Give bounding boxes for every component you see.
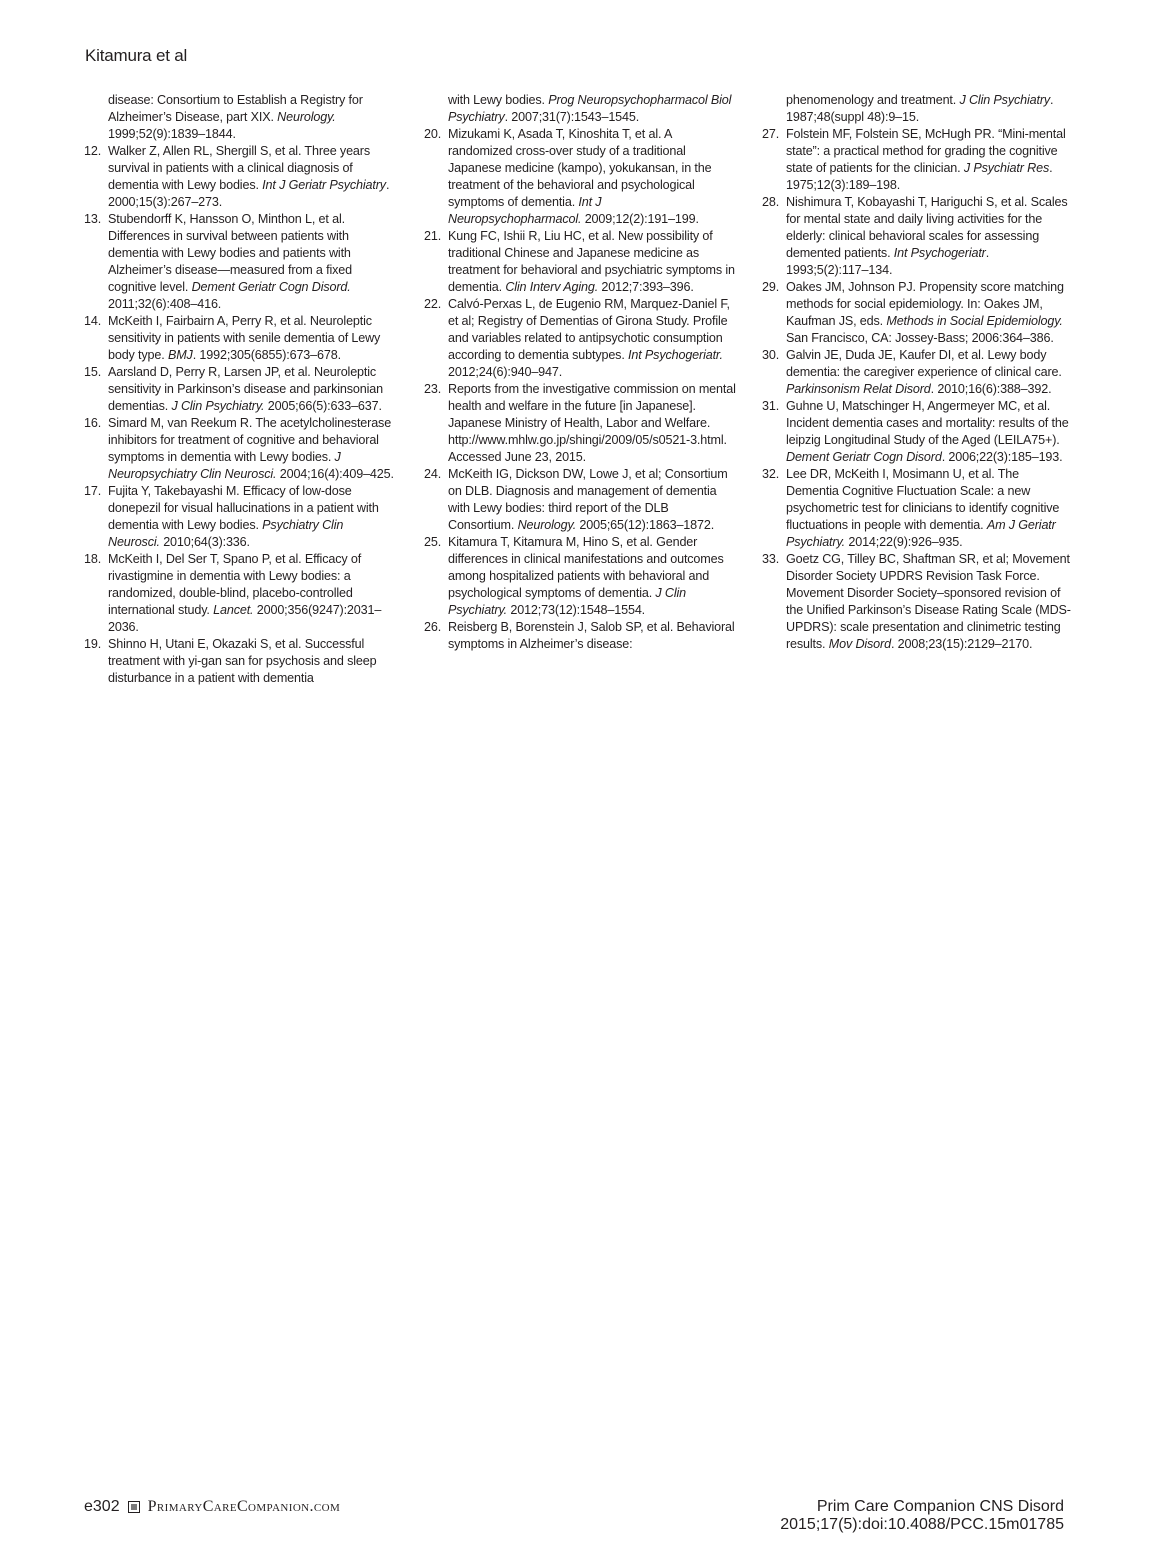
reference-journal: J Psychiatr Res: [963, 161, 1050, 175]
reference-number: 19.: [84, 637, 102, 651]
reference-entry: [84, 551, 396, 636]
reference-citation-details: . 2008;23(15):2129–2170.: [890, 637, 1033, 651]
reference-number: 32.: [762, 467, 780, 481]
reference-citation-details: 2004;16(4):409–425.: [276, 467, 394, 481]
reference-journal: Lancet.: [213, 603, 254, 617]
reference-text: Oakes JM, Johnson PJ. Propensity score matching methods for social epidemiology. In: Oakes JM, Kaufman JS, eds.: [786, 280, 1064, 328]
reference-entry: [84, 92, 396, 143]
reference-entry: [424, 228, 736, 296]
reference-text: Simard M, van Reekum R. The acetylcholinesterase inhibitors for treatment of cognitive and behavioral symptoms in dementia with Lewy bodies.: [108, 416, 392, 464]
reference-text: Shinno H, Utani E, Okazaki S, et al. Successful treatment with yi-gan san for psychosis and sleep disturbance in a patient with dementia: [108, 637, 377, 685]
reference-journal: Dement Geriatr Cogn Disord.: [191, 280, 351, 294]
reference-entry: [424, 296, 736, 381]
reference-citation-details: 2014;22(9):926–935.: [845, 535, 963, 549]
running-head: Kitamura et al: [85, 46, 188, 65]
reference-text: Galvin JE, Duda JE, Kaufer DI, et al. Lewy body dementia: the caregiver experience of clinical care.: [786, 348, 1062, 379]
reference-entry: [762, 92, 1074, 126]
reference-text: Fujita Y, Takebayashi M. Efficacy of low-dose donepezil for visual hallucinations in a patient with dementia with Lewy bodies.: [108, 484, 379, 532]
reference-text: McKeith I, Fairbairn A, Perry R, et al. Neuroleptic sensitivity in patients with senile dementia of Lewy body type.: [108, 314, 381, 362]
journal-name: Prim Care Companion CNS Disord: [816, 1498, 1064, 1515]
footer-left: [84, 1498, 340, 1516]
reference-number: 13.: [84, 212, 102, 226]
reference-entry: [762, 551, 1074, 653]
reference-citation-details: 2005;66(5):633–637.: [264, 399, 382, 413]
reference-entry: [762, 347, 1074, 398]
reference-citation-details: 2000;356(9247):2031–2036.: [108, 603, 382, 634]
reference-entry: [84, 415, 396, 483]
reference-journal: Prog Neuropsychopharmacol Biol Psychiatry: [448, 93, 732, 124]
reference-entry: [424, 466, 736, 534]
reference-journal: Int Psychogeriatr.: [628, 348, 723, 362]
reference-number: 22.: [424, 297, 442, 311]
reference-number: 17.: [84, 484, 102, 498]
reference-text: Kitamura T, Kitamura M, Hino S, et al. Gender differences in clinical manifestations and outcomes among hospitalized patients with behavioral and psychological symptoms of dementia.: [448, 535, 724, 600]
reference-number: 26.: [424, 620, 442, 634]
reference-text: Nishimura T, Kobayashi T, Hariguchi S, et al. Scales for mental state and daily living activities for the elderly: clinical behavioral scales for assessing demented patients.: [786, 195, 1068, 260]
reference-number: 18.: [84, 552, 102, 566]
reference-number: 15.: [84, 365, 102, 379]
site-name: PrimaryCareCompanion.com: [147, 1498, 341, 1515]
reference-citation-details: 2005;65(12):1863–1872.: [576, 518, 715, 532]
reference-journal: Dement Geriatr Cogn Disord: [786, 450, 942, 464]
reference-citation-details: . 1987;48(suppl 48):9–15.: [786, 93, 1054, 124]
reference-number: 12.: [84, 144, 102, 158]
reference-journal: J Clin Psychiatry.: [171, 399, 265, 413]
reference-journal: BMJ: [167, 348, 193, 362]
reference-number: 14.: [84, 314, 102, 328]
reference-journal: J Neuropsychiatry Clin Neurosci.: [108, 450, 341, 481]
reference-number: 28.: [762, 195, 780, 209]
reference-citation-details: San Francisco, CA: Jossey-Bass; 2006:364–386.: [786, 331, 1054, 345]
reference-entry: [84, 364, 396, 415]
reference-journal: Am J Geriatr Psychiatry.: [786, 518, 1056, 549]
reference-text: Lee DR, McKeith I, Mosimann U, et al. The Dementia Cognitive Fluctuation Scale: a new psychometric test for clinicians to identify cognitive fluctuations in people with dementia.: [786, 467, 1060, 532]
reference-entry: [424, 534, 736, 619]
reference-journal: Clin Interv Aging.: [505, 280, 599, 294]
reference-entry: [84, 313, 396, 364]
reference-entry: [762, 279, 1074, 347]
reference-entry: [762, 398, 1074, 466]
reference-number: 24.: [424, 467, 442, 481]
reference-number: 31.: [762, 399, 780, 413]
reference-citation-details: . 2000;15(3):267–273.: [108, 178, 390, 209]
reference-entry: [424, 381, 736, 466]
reference-journal: Parkinsonism Relat Disord: [786, 382, 931, 396]
reference-text: Stubendorff K, Hansson O, Minthon L, et al. Differences in survival between patients with dementia with Lewy bodies and patients with Alzheimer’s disease—measured from a fixed cognitive level.: [108, 212, 352, 294]
reference-text: Aarsland D, Perry R, Larsen JP, et al. Neuroleptic sensitivity in Parkinson’s disease and parkinsonian dementias.: [108, 365, 383, 413]
reference-number: 16.: [84, 416, 102, 430]
reference-text: Kung FC, Ishii R, Liu HC, et al. New possibility of traditional Chinese and Japanese medicine as treatment for behavioral and psychiatric symptoms in dementia.: [448, 229, 735, 294]
reference-number: 21.: [424, 229, 442, 243]
page-number: e302: [84, 1498, 120, 1515]
reference-text: Guhne U, Matschinger H, Angermeyer MC, et al. Incident dementia cases and mortality: results of the leipzig Longitudinal Study of the Aged (LEILA75+).: [786, 399, 1069, 447]
reference-entry: [84, 483, 396, 551]
reference-text: Walker Z, Allen RL, Shergill S, et al. Three years survival in patients with a clinical diagnosis of dementia with Lewy bodies.: [108, 144, 370, 192]
reference-citation-details: 2012;73(12):1548–1554.: [507, 603, 646, 617]
reference-column-3: [762, 92, 1074, 653]
reference-entry: [424, 126, 736, 228]
reference-citation-details: 2012;7:393–396.: [598, 280, 694, 294]
reference-text: Calvó-Perxas L, de Eugenio RM, Marquez-Daniel F, et al; Registry of Dementias of Girona Study. Profile and variables related to antipsychotic consumption according to dementia subtypes.: [448, 297, 730, 362]
reference-text: Reports from the investigative commission on mental health and welfare in the future [in Japanese]. Japanese Ministry of Health, Labor and Welfare. http://www.mhlw.go.jp/shingi/2009/05/s0521-3.html. Accessed June 23, 2015.: [448, 382, 736, 464]
reference-citation-details: 2009;12(2):191–199.: [581, 212, 699, 226]
reference-journal: Int J Geriatr Psychiatry: [262, 178, 386, 192]
reference-number: 27.: [762, 127, 780, 141]
reference-journal: Int J Neuropsychopharmacol.: [448, 195, 602, 226]
article-doi: 2015;17(5):doi:10.4088/PCC.15m01785: [780, 1516, 1064, 1533]
reference-column-2: [424, 92, 736, 653]
reference-text: McKeith IG, Dickson DW, Lowe J, et al; Consortium on DLB. Diagnosis and management of dementia with Lewy bodies: third report of the DLB Consortium.: [448, 467, 728, 532]
reference-column-1: [84, 92, 396, 687]
reference-text: with Lewy bodies.: [448, 93, 549, 107]
reference-citation-details: . 1993;5(2):117–134.: [786, 246, 990, 277]
reference-text: Goetz CG, Tilley BC, Shaftman SR, et al; Movement Disorder Society UPDRS Revision Task Force. Movement Disorder Society–sponsored revision of the Unified Parkinson’s Disease Rating Scale (MDS-UPDRS): scale presentation and clinimetric testing results.: [786, 552, 1071, 651]
reference-number: 33.: [762, 552, 780, 566]
reference-number: 30.: [762, 348, 780, 362]
square-bullet-icon: [128, 1501, 140, 1513]
reference-entry: [84, 143, 396, 211]
reference-entry: [84, 211, 396, 313]
reference-text: Folstein MF, Folstein SE, McHugh PR. “Mini-mental state”: a practical method for grading the cognitive state of patients for the clinician.: [786, 127, 1066, 175]
reference-journal: J Clin Psychiatry.: [448, 586, 686, 617]
reference-citation-details: 1999;52(9):1839–1844.: [108, 127, 236, 141]
reference-text: McKeith I, Del Ser T, Spano P, et al. Efficacy of rivastigmine in dementia with Lewy bodies: a randomized, double-blind, placebo-controlled international study.: [108, 552, 362, 617]
reference-entry: [762, 194, 1074, 279]
reference-journal: Neurology.: [277, 110, 336, 124]
reference-journal: Int Psychogeriatr: [893, 246, 986, 260]
reference-citation-details: . 1992;305(6855):673–678.: [192, 348, 341, 362]
reference-entry: [84, 636, 396, 687]
reference-number: 25.: [424, 535, 442, 549]
reference-journal: Neurology.: [517, 518, 577, 532]
reference-journal: Psychiatry Clin Neurosci.: [108, 518, 344, 549]
footer-citation: [780, 1498, 1064, 1534]
reference-citation-details: 2012;24(6):940–947.: [448, 365, 563, 379]
reference-text: phenomenology and treatment.: [786, 93, 960, 107]
reference-entry: [762, 466, 1074, 551]
reference-text: disease: Consortium to Establish a Registry for Alzheimer’s Disease, part XIX.: [108, 93, 363, 124]
reference-entry: [762, 126, 1074, 194]
reference-text: Mizukami K, Asada T, Kinoshita T, et al. A randomized cross-over study of a traditional Japanese medicine (kampo), yokukansan, in the treatment of the behavioral and psychological symptoms of dementia.: [448, 127, 712, 209]
reference-number: 20.: [424, 127, 442, 141]
reference-journal: Methods in Social Epidemiology.: [886, 314, 1063, 328]
reference-entry: [424, 92, 736, 126]
reference-number: 23.: [424, 382, 442, 396]
reference-journal: Mov Disord: [828, 637, 891, 651]
reference-number: 29.: [762, 280, 780, 294]
reference-citation-details: . 1975;12(3):189–198.: [786, 161, 1053, 192]
reference-citation-details: . 2006;22(3):185–193.: [941, 450, 1063, 464]
reference-entry: [424, 619, 736, 653]
reference-journal: J Clin Psychiatry: [959, 93, 1051, 107]
reference-citation-details: 2011;32(6):408–416.: [108, 297, 222, 311]
reference-text: Reisberg B, Borenstein J, Salob SP, et al. Behavioral symptoms in Alzheimer’s disease:: [448, 620, 735, 651]
reference-citation-details: . 2010;16(6):388–392.: [930, 382, 1052, 396]
reference-citation-details: . 2007;31(7):1543–1545.: [504, 110, 640, 124]
reference-citation-details: 2010;64(3):336.: [159, 535, 250, 549]
